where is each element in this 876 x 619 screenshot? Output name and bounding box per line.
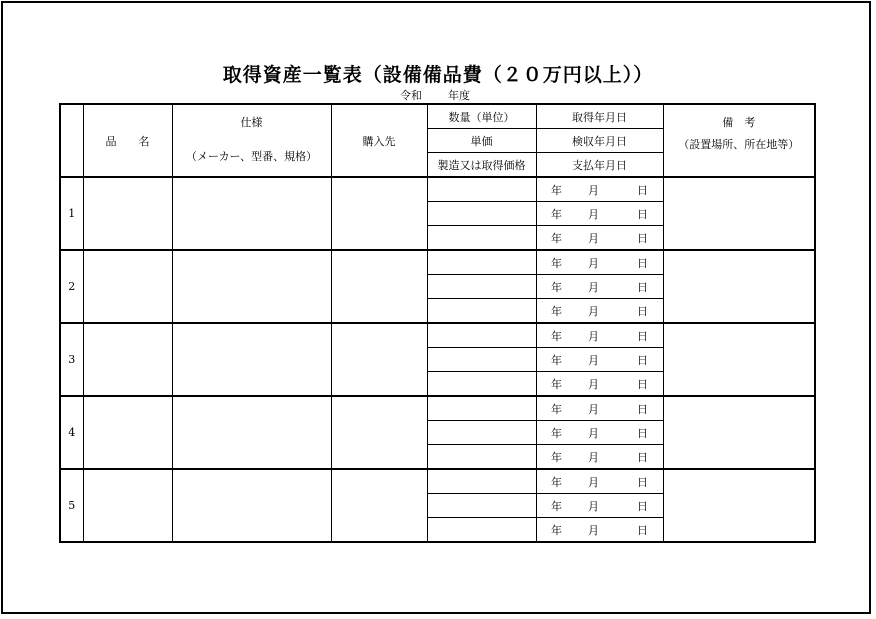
date-day-label: 日	[637, 475, 648, 489]
unit-price-field[interactable]	[427, 275, 536, 299]
header-spec-label: 仕様	[240, 115, 263, 129]
date-year-label: 年	[551, 402, 562, 416]
date-month-label: 月	[588, 207, 599, 221]
date-day-label: 日	[637, 304, 648, 318]
date-day-label: 日	[637, 523, 648, 537]
date-year-label: 年	[551, 183, 562, 197]
header-vendor: 購入先	[331, 104, 427, 177]
quantity-field[interactable]	[427, 396, 536, 421]
asset-ledger-table	[59, 103, 816, 543]
acquired-date-field[interactable]	[536, 323, 663, 348]
date-year-label: 年	[551, 475, 562, 489]
acquired-date-field[interactable]	[536, 469, 663, 494]
payment-date-field[interactable]	[536, 226, 663, 251]
item-1-subrow-1	[60, 177, 815, 202]
inspection-date-field[interactable]	[536, 348, 663, 372]
unit-price-field[interactable]	[427, 421, 536, 445]
row-number: 3	[60, 323, 83, 396]
acquired-date-field[interactable]	[536, 250, 663, 275]
date-year-label: 年	[551, 304, 562, 318]
date-year-label: 年	[551, 280, 562, 294]
cost-field[interactable]	[427, 372, 536, 397]
date-year-label: 年	[551, 499, 562, 513]
date-day-label: 日	[637, 207, 648, 221]
cost-field[interactable]	[427, 226, 536, 251]
header-number-cell	[60, 104, 83, 177]
item-name-field[interactable]	[83, 250, 172, 323]
item-5-subrow-1	[60, 469, 815, 494]
date-year-label: 年	[551, 329, 562, 343]
date-month-label: 月	[588, 256, 599, 270]
unit-price-field[interactable]	[427, 348, 536, 372]
spec-field[interactable]	[172, 323, 331, 396]
vendor-field[interactable]	[331, 396, 427, 469]
spec-field[interactable]	[172, 177, 331, 250]
date-month-label: 月	[588, 304, 599, 318]
header-acquired-date: 取得年月日	[536, 104, 663, 129]
header-row-1	[60, 104, 815, 129]
remarks-field[interactable]	[663, 177, 815, 250]
spec-field[interactable]	[172, 469, 331, 542]
date-month-label: 月	[588, 280, 599, 294]
header-spec	[172, 104, 331, 177]
payment-date-field[interactable]	[536, 299, 663, 324]
remarks-field[interactable]	[663, 250, 815, 323]
inspection-date-field[interactable]	[536, 494, 663, 518]
date-day-label: 日	[637, 377, 648, 391]
date-day-label: 日	[637, 280, 648, 294]
cost-field[interactable]	[427, 445, 536, 470]
item-name-field[interactable]	[83, 177, 172, 250]
fiscal-year-line	[400, 87, 470, 103]
header-cost: 製造又は取得価格	[427, 153, 536, 178]
acquired-date-field[interactable]	[536, 177, 663, 202]
date-year-label: 年	[551, 377, 562, 391]
date-year-label: 年	[551, 450, 562, 464]
quantity-field[interactable]	[427, 250, 536, 275]
item-4-subrow-1	[60, 396, 815, 421]
date-day-label: 日	[637, 402, 648, 416]
inspection-date-field[interactable]	[536, 421, 663, 445]
payment-date-field[interactable]	[536, 518, 663, 543]
cost-field[interactable]	[427, 518, 536, 543]
date-year-label: 年	[551, 353, 562, 367]
remarks-field[interactable]	[663, 469, 815, 542]
row-number: 4	[60, 396, 83, 469]
date-day-label: 日	[637, 329, 648, 343]
year-label: 年度	[448, 89, 470, 102]
inspection-date-field[interactable]	[536, 275, 663, 299]
quantity-field[interactable]	[427, 323, 536, 348]
item-name-field[interactable]	[83, 469, 172, 542]
date-month-label: 月	[588, 353, 599, 367]
date-month-label: 月	[588, 450, 599, 464]
document-title: 取得資産一覧表（設備備品費（２０万円以上））	[222, 64, 654, 86]
date-day-label: 日	[637, 231, 648, 245]
date-day-label: 日	[637, 499, 648, 513]
date-month-label: 月	[588, 475, 599, 489]
date-month-label: 月	[588, 499, 599, 513]
date-year-label: 年	[551, 426, 562, 440]
header-item-name: 品 名	[83, 104, 172, 177]
cost-field[interactable]	[427, 299, 536, 324]
date-year-label: 年	[551, 523, 562, 537]
date-year-label: 年	[551, 231, 562, 245]
payment-date-field[interactable]	[536, 372, 663, 397]
header-remarks-note: （設置場所、所在地等）	[678, 137, 800, 151]
row-number: 2	[60, 250, 83, 323]
date-year-label: 年	[551, 256, 562, 270]
date-month-label: 月	[588, 377, 599, 391]
item-name-field[interactable]	[83, 323, 172, 396]
date-day-label: 日	[637, 183, 648, 197]
inspection-date-field[interactable]	[536, 202, 663, 226]
spec-field[interactable]	[172, 250, 331, 323]
vendor-field[interactable]	[331, 469, 427, 542]
remarks-field[interactable]	[663, 323, 815, 396]
remarks-field[interactable]	[663, 396, 815, 469]
header-quantity: 数量（単位）	[427, 104, 536, 129]
item-2-subrow-1	[60, 250, 815, 275]
header-payment-date: 支払年月日	[536, 153, 663, 178]
acquired-date-field[interactable]	[536, 396, 663, 421]
date-month-label: 月	[588, 523, 599, 537]
spec-field[interactable]	[172, 396, 331, 469]
vendor-field[interactable]	[331, 177, 427, 250]
date-month-label: 月	[588, 402, 599, 416]
quantity-field[interactable]	[427, 469, 536, 494]
vendor-field[interactable]	[331, 323, 427, 396]
unit-price-field[interactable]	[427, 202, 536, 226]
date-day-label: 日	[637, 256, 648, 270]
era-label: 令和	[400, 89, 422, 102]
row-number: 1	[60, 177, 83, 250]
date-year-label: 年	[551, 207, 562, 221]
date-month-label: 月	[588, 231, 599, 245]
date-month-label: 月	[588, 183, 599, 197]
header-unit-price: 単価	[427, 129, 536, 153]
payment-date-field[interactable]	[536, 445, 663, 470]
date-day-label: 日	[637, 353, 648, 367]
quantity-field[interactable]	[427, 177, 536, 202]
header-remarks-label: 備 考	[722, 115, 756, 129]
unit-price-field[interactable]	[427, 494, 536, 518]
vendor-field[interactable]	[331, 250, 427, 323]
header-spec-note: （メーカー、型番、規格）	[185, 149, 318, 163]
item-3-subrow-1	[60, 323, 815, 348]
date-day-label: 日	[637, 450, 648, 464]
row-number: 5	[60, 469, 83, 542]
header-inspection-date: 検収年月日	[536, 129, 663, 153]
item-name-field[interactable]	[83, 396, 172, 469]
date-month-label: 月	[588, 426, 599, 440]
date-day-label: 日	[637, 426, 648, 440]
header-remarks	[663, 104, 815, 177]
date-month-label: 月	[588, 329, 599, 343]
